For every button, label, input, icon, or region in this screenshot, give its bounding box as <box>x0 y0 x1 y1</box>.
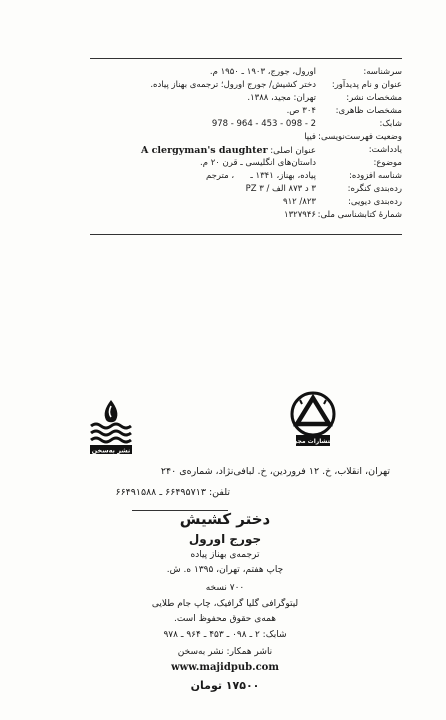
edition: چاپ هفتم، تهران، ۱۳۹۵ ه. ش. <box>166 565 284 575</box>
cip-row-status <box>90 131 402 144</box>
cip-label: سرشناسه: <box>363 67 402 77</box>
cip-note-original-title: A clergyman's daughter <box>140 145 268 156</box>
majid-logo <box>288 390 338 450</box>
cip-row-dewey <box>90 196 402 209</box>
cip-label: رده‌بندی دیویی: <box>348 197 402 207</box>
rights: همه‌ی حقوق محفوظ است. <box>173 614 277 624</box>
cip-value: دختر کشیش/ جورج اورول؛ ترجمه‌ی بهناز پیاده. <box>150 80 316 90</box>
translator: ترجمه‌ی بهناز پیاده <box>190 550 260 560</box>
cip-label: شابک: <box>379 119 402 129</box>
cip-row-note <box>90 144 402 157</box>
cip-value: ۳ د ۸۷۳ الف / PZ ۳ <box>245 184 316 194</box>
cip-row-main-entry <box>90 66 402 79</box>
cip-label: وضعیت فهرست‌نویسی: <box>318 132 402 142</box>
phone: تلفن: ۶۶۴۹۵۷۱۳ ـ ۶۶۴۹۱۵۸۸ <box>115 487 230 498</box>
cip-label: مشخصات نشر: <box>346 93 402 103</box>
copublisher: ناشر همکار: نشر به‌سخن <box>177 647 273 657</box>
majid-logo-text: انتشارات مجید <box>291 438 335 445</box>
cip-note-prefix: عنوان اصلی: <box>267 146 316 156</box>
cip-value: ۳۰۴ ص. <box>286 106 316 116</box>
besokhan-logo-text: نشر به‌سخن <box>91 446 131 455</box>
top-rule <box>90 58 402 59</box>
cip-row-isbn <box>90 118 402 131</box>
besokhan-logo <box>88 398 134 458</box>
cip-value: تهران: مجید، ۱۳۸۸. <box>247 93 316 103</box>
cip-label: عنوان و نام پدیدآور: <box>331 80 402 90</box>
besokhan-logo-icon <box>88 398 134 458</box>
cip-label: موضوع: <box>373 158 402 168</box>
cip-row-title <box>90 79 402 92</box>
cip-value: ۱۳۲۷۹۴۶ <box>284 210 316 220</box>
cip-row-subject <box>90 157 402 170</box>
printer: لیتوگرافی گلیا گرافیک، چاپ جام طلایی <box>151 599 299 609</box>
address: تهران، انقلاب، خ. ۱۲ فروردین، خ. لبافی‌نژاد، شماره‌ی ۲۴۰ <box>160 466 390 477</box>
book-author: جورج اورول <box>188 532 262 546</box>
cip-row-added-entry <box>90 170 402 183</box>
cip-label: مشخصات ظاهری: <box>335 106 402 116</box>
bottom-rule <box>90 234 402 235</box>
price: ۱۷۵۰۰ تومان <box>190 679 260 692</box>
book-title: دختر کشیش <box>179 510 271 528</box>
cip-row-national-number <box>90 209 402 222</box>
majid-logo-icon <box>288 390 338 450</box>
cip-value <box>90 144 316 158</box>
cip-row-physical <box>90 105 402 118</box>
cip-label: یادداشت: <box>368 145 402 155</box>
cip-value: داستان‌های انگلیسی ـ قرن ۲۰ م. <box>200 158 316 168</box>
cip-value: اورول، جورج، ۱۹۰۳ ـ ۱۹۵۰ م. <box>209 67 316 77</box>
cip-label: رده‌بندی کنگره: <box>347 184 402 194</box>
cip-row-lc-class <box>90 183 402 196</box>
cip-value: 978 - 964 - 453 - 098 - 2 <box>211 119 316 129</box>
cip-label: شمارهٔ کتابشناسی ملی: <box>317 210 402 220</box>
cip-value: ۸۲۳/ ۹۱۲ <box>283 197 316 207</box>
cip-value: پیاده، بهناز، ۱۳۴۱ ـ ، مترجم <box>205 171 316 181</box>
copies: ۷۰۰ نسخه <box>205 583 245 593</box>
isbn: شابک: ۲ ـ ۰۹۸ ـ ۴۵۳ ـ ۹۶۴ ـ ۹۷۸ <box>163 630 287 640</box>
cip-row-publication <box>90 92 402 105</box>
cip-value: فیپا <box>304 132 316 142</box>
website: www.majidpub.com <box>171 662 279 673</box>
cip-label: شناسه افزوده: <box>349 171 402 181</box>
